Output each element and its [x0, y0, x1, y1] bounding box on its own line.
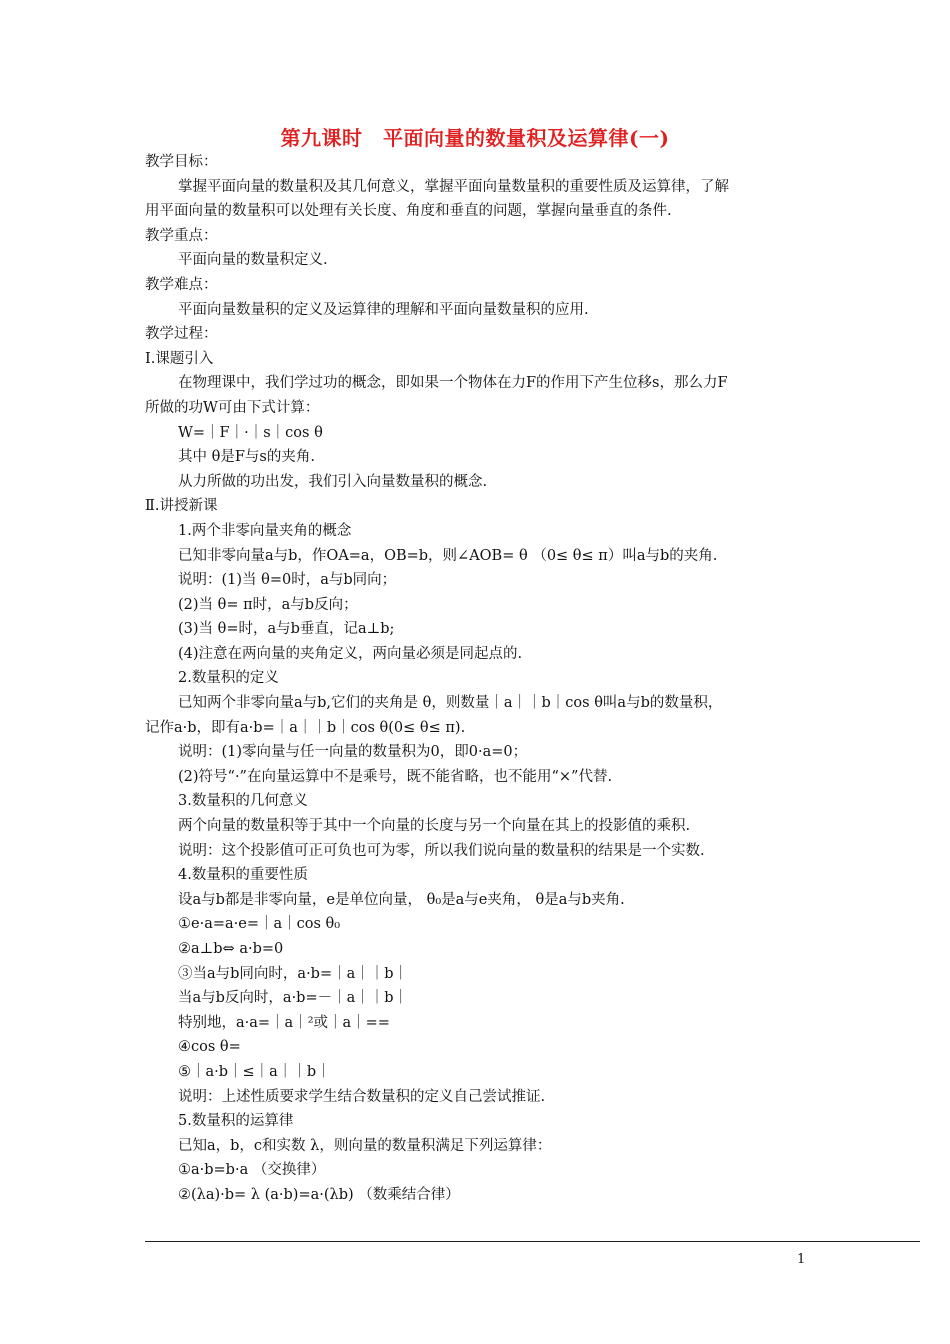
- document-title: 第九课时 平面向量的数量积及运算律(一): [280, 126, 670, 150]
- formula-line: 当a与b反向时，a·b=－｜a｜｜b｜: [178, 990, 409, 1007]
- formula-line: W=｜F｜·｜s｜cos θ: [178, 424, 323, 441]
- text-line: 两个向量的数量积等于其中一个向量的长度与另一个向量在其上的投影值的乘积.: [178, 818, 691, 835]
- text-line: 说明：这个投影值可正可负也可为零，所以我们说向量的数量积的结果是一个实数.: [178, 842, 705, 859]
- formula-line: ①a·b=b·a （交换律）: [178, 1162, 326, 1179]
- text-line: 教学重点：: [145, 227, 218, 244]
- section-heading: Ⅱ.讲授新课: [145, 498, 218, 515]
- text-line: (2)符号“·”在向量运算中不是乘号，既不能省略，也不能用“×”代替.: [178, 768, 613, 785]
- text-line: 所做的功W可由下式计算：: [145, 399, 320, 416]
- text-line: 说明：上述性质要求学生结合数量积的定义自己尝试推证.: [178, 1088, 546, 1105]
- page-number: 1: [797, 1252, 806, 1267]
- text-line: 已知非零向量a与b，作OA=a，OB=b，则∠AOB= θ （0≤ θ≤ π）叫a与b的夹角.: [178, 547, 718, 564]
- formula-line: ②(λa)·b= λ (a·b)=a·(λb) （数乘结合律）: [178, 1186, 460, 1203]
- text-line: 在物理课中，我们学过功的概念，即如果一个物体在力F的作用下产生位移s，那么力F: [178, 375, 728, 392]
- subsection-heading: 2.数量积的定义: [178, 670, 279, 687]
- formula-line: ②a⊥b⇔ a·b=0: [178, 941, 284, 957]
- text-line: 说明：(1)零向量与任一向量的数量积为0，即0·a=0；: [178, 744, 528, 761]
- text-line: 教学难点：: [145, 276, 218, 293]
- formula-line: ⑤｜a·b｜≤｜a｜｜b｜: [178, 1063, 331, 1080]
- section-heading: Ⅰ.课题引入: [145, 350, 214, 367]
- text-line: 其中 θ是F与s的夹角.: [178, 449, 315, 466]
- text-line: (4)注意在两向量的夹角定义，两向量必须是同起点的.: [178, 645, 523, 662]
- document-body: [145, 150, 815, 1208]
- subsection-heading: 5.数量积的运算律: [178, 1113, 294, 1130]
- text-line: 记作a·b，即有a·b=｜a｜｜b｜cos θ(0≤ θ≤ π).: [145, 719, 466, 736]
- text-line: 平面向量的数量积定义.: [178, 252, 328, 269]
- text-line: 已知a，b，c和实数 λ，则向量的数量积满足下列运算律：: [178, 1137, 552, 1154]
- formula-line: 特别地，a·a=｜a｜²或｜a｜==: [178, 1014, 390, 1031]
- formula-line: ③当a与b同向时，a·b=｜a｜｜b｜: [178, 965, 409, 982]
- subsection-heading: 4.数量积的重要性质: [178, 867, 308, 884]
- text-line: (2)当 θ= π时，a与b反向；: [178, 596, 358, 613]
- footer-rule: [145, 1241, 920, 1242]
- text-line: 教学过程：: [145, 326, 218, 343]
- formula-line: ④cos θ=: [178, 1039, 241, 1056]
- text-line: 用平面向量的数量积可以处理有关长度、角度和垂直的问题，掌握向量垂直的条件.: [145, 203, 672, 220]
- text-line: 设a与b都是非零向量，e是单位向量， θ₀是a与e夹角， θ是a与b夹角.: [178, 891, 625, 908]
- subsection-heading: 1.两个非零向量夹角的概念: [178, 522, 352, 539]
- formula-line: ①e·a=a·e=｜a｜cos θ₀: [178, 916, 341, 933]
- text-line: (3)当 θ=时，a与b垂直，记a⊥b;: [178, 621, 395, 638]
- text-line: 掌握平面向量的数量积及其几何意义，掌握平面向量数量积的重要性质及运算律，了解: [178, 178, 729, 195]
- text-line: 教学目标：: [145, 154, 218, 170]
- text-line: 说明：(1)当 θ=0时，a与b同向；: [178, 572, 397, 589]
- subsection-heading: 3.数量积的几何意义: [178, 793, 308, 810]
- text-line: 已知两个非零向量a与b,它们的夹角是 θ，则数量｜a｜｜b｜cos θ叫a与b的数量积，: [178, 695, 723, 712]
- text-line: 从力所做的功出发，我们引入向量数量积的概念.: [178, 473, 488, 490]
- text-line: 平面向量数量积的定义及运算律的理解和平面向量数量积的应用.: [178, 301, 589, 318]
